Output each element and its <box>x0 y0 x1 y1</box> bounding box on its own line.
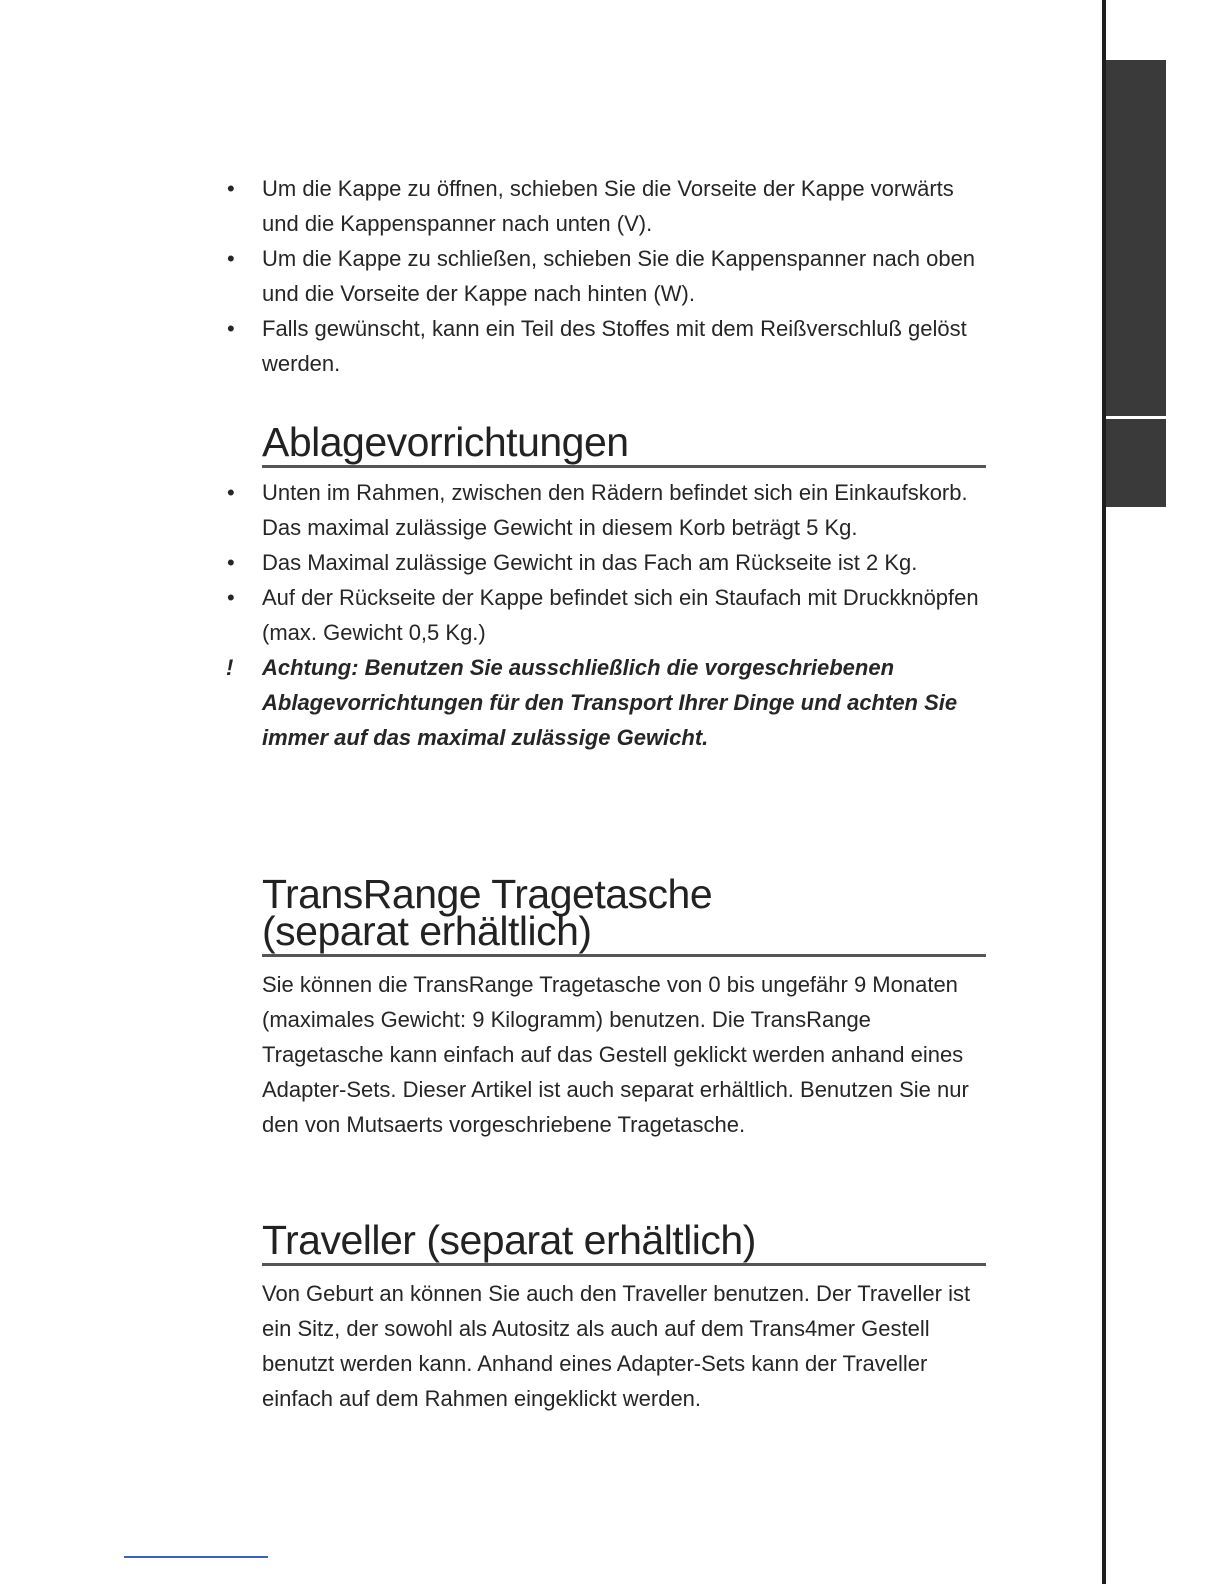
section-heading: Traveller (separat erhältlich) <box>262 1222 986 1266</box>
list-item <box>0 545 992 580</box>
footer-rule <box>124 1556 268 1558</box>
heading-line: (separat erhältlich) <box>262 908 592 954</box>
bullet-icon: • <box>227 246 235 271</box>
bullet-icon: • <box>227 316 235 341</box>
intro-bullet-list <box>0 171 992 381</box>
list-item-text: Unten im Rahmen, zwischen den Rädern befindet sich ein Einkaufskorb. Das maximal zulässige Gewicht in diesem Korb beträgt 5 Kg. <box>262 480 968 540</box>
chapter-tab-secondary <box>1106 419 1166 507</box>
bullet-icon: • <box>227 550 235 575</box>
heading-line: TransRange Tragetasche <box>262 871 713 917</box>
section-heading: Ablagevorrichtungen <box>262 424 986 468</box>
list-item <box>0 241 992 311</box>
list-item-text: Um die Kappe zu schließen, schieben Sie die Kappenspanner nach oben und die Vorseite der Kappe nach hinten (W). <box>262 246 976 306</box>
list-item <box>0 580 992 650</box>
list-item <box>0 475 992 545</box>
list-item-text: Falls gewünscht, kann ein Teil des Stoffes mit dem Reißverschluß gelöst werden. <box>262 316 967 376</box>
ablage-bullet-list <box>0 475 992 755</box>
section-paragraph: Von Geburt an können Sie auch den Traveller benutzen. Der Traveller ist ein Sitz, der sowohl als Autositz als auch auf dem Trans4mer Gestell benutzt werden kann. Anhand eines Adapter-Sets kann der Traveller einfach auf dem Rahmen eingeklickt werden. <box>262 1281 971 1411</box>
list-item-text: Auf der Rückseite der Kappe befindet sich ein Staufach mit Druckknöpfen (max. Gewicht 0,5 Kg.) <box>262 585 979 645</box>
list-item-text: Das Maximal zulässige Gewicht in das Fach am Rückseite ist 2 Kg. <box>262 550 918 575</box>
section-heading <box>262 871 986 957</box>
bullet-icon: • <box>227 480 235 505</box>
warning-icon: ! <box>226 655 234 680</box>
list-item <box>0 311 992 381</box>
section-ablage <box>0 419 992 755</box>
bullet-icon: • <box>227 176 235 201</box>
section-transrange <box>0 871 992 1142</box>
list-item <box>0 171 992 241</box>
bullet-icon: • <box>227 585 235 610</box>
chapter-tab <box>1106 60 1166 416</box>
warning-note <box>0 650 992 755</box>
warning-text: Achtung: Benutzen Sie ausschließlich die vorgeschriebenen Ablagevorrichtungen für den Transport Ihrer Dinge und achten Sie immer auf das maximal zulässige Gewicht. <box>262 655 958 750</box>
section-traveller <box>0 1217 992 1416</box>
list-item-text: Um die Kappe zu öffnen, schieben Sie die Vorseite der Kappe vorwärts und die Kappenspanner nach unten (V). <box>262 176 954 236</box>
section-paragraph: Sie können die TransRange Tragetasche von 0 bis ungefähr 9 Monaten (maximales Gewicht: 9 Kilogramm) benutzen. Die TransRange Tragetasche kann einfach auf das Gestell geklickt werden anhand eines Adapter-Sets. Dieser Artikel ist auch separat erhältlich. Benutzen Sie nur den von Mutsaerts vorgeschriebene Tragetasche. <box>262 972 969 1137</box>
